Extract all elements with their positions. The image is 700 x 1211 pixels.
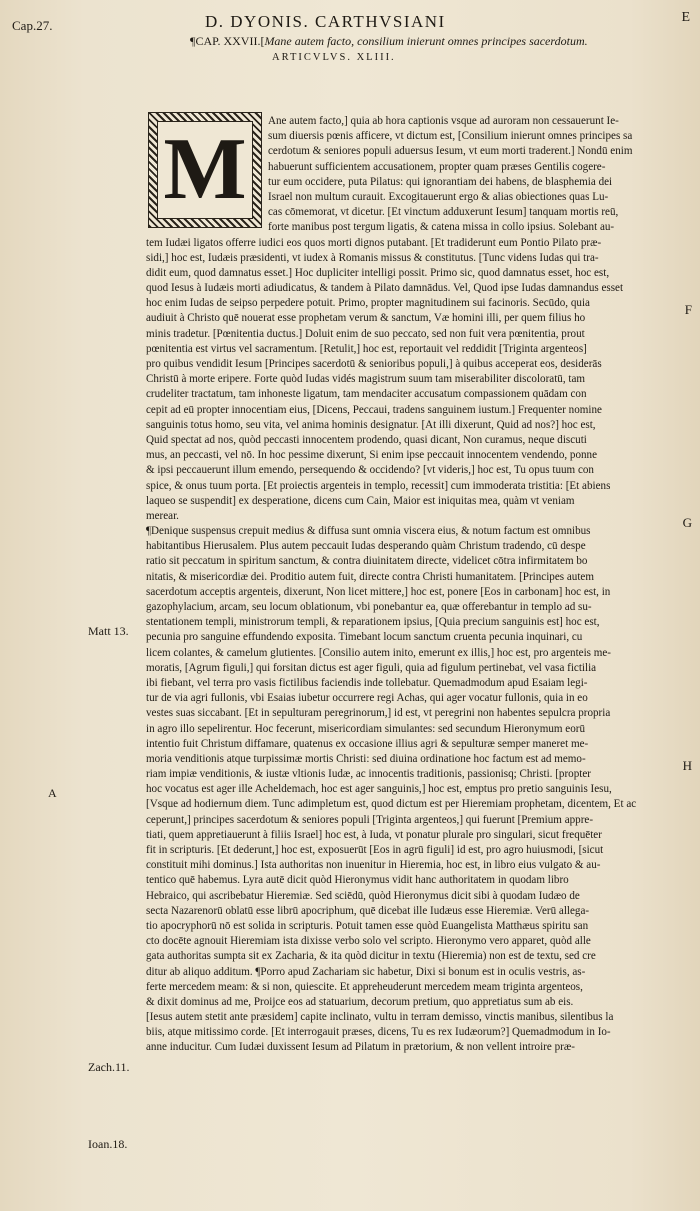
- text-line: Israel non multum curauit. Excogitauerunt ergo & alias obiectiones quas Lu-: [268, 190, 609, 203]
- text-line: ditur ab aliquo additum. ¶Porro apud Zachariam sic habetur, Dixi si bonum est in oculis vestris, as-: [146, 965, 586, 978]
- text-line: forte manibus post tergum ligatis, & catena missa in collo ipsius. Solebant au-: [268, 221, 615, 234]
- text-line: stentationem templi, ministrorum templi, & reparationem ipsius, [Quia precium sanguinis est] hoc est,: [146, 616, 600, 629]
- margin-note-matt: Matt 13.: [88, 624, 129, 638]
- text-line: constituit mihi dominus.] Ista authoritas non inuenitur in Hieremia, hoc est, in libro eius vulgato & au-: [146, 859, 601, 872]
- text-line: ceperunt,] principes sacerdotum & seniores populi [Triginta argenteos,] qui fuerunt [Premium appre-: [146, 813, 594, 826]
- text-line: riam impiæ venditionis, & iustæ vltionis Iudæ, ac innocentis traditionis, passionisq; Christi. [propter: [146, 768, 591, 781]
- side-letter-f: F: [684, 302, 692, 317]
- text-line: crudeliter tractatum, tam inhoneste ligatum, tam mendaciter accusatum compassionem quādam con: [146, 388, 587, 401]
- text-line: audiuit à Christo quē nouerat esse prophetam verum & sanctum, Væ homini illi, per quem filius ho: [146, 312, 586, 325]
- text-line: gata authoritas sumpta sit ex Zacharia, & ita quòd dicitur in textu (Hieremia) non est de textu, sed cre: [146, 950, 596, 963]
- text-line: tiati, quem appretiauerunt à filiis Israel] hoc est, à Iuda, vt ponatur plurale pro singulari, sicut frequēter: [146, 828, 602, 841]
- chapter-heading-italic: Mane autem facto, consilium inierunt omnes principes sacerdotum.: [264, 34, 588, 48]
- text-line: pro quibus vendidit Iesum [Principes sacerdotū & senioribus populi,] à quibus acceperat eos, desiderās: [146, 358, 602, 370]
- text-line: ibi fiebant, vel terra pro vasis fictilibus faciendis inde tollebatur. Quemadmodum apud Esaiam legi-: [146, 676, 588, 689]
- text-line: mus, an peccasti, vel nō. In hoc pessime dixerunt, Si enim ipse peccauit innocentem vendendo, ponne: [146, 449, 598, 462]
- text-line: moria venditionis atque turpissimæ mortis Christi: sed diuina ordinatione hoc factum est ad memo-: [146, 752, 586, 765]
- text-line: cas cōmemorat, vt dicetur. [Et vinctum adduxerunt Iesum] tanquam mortis reū,: [268, 206, 619, 219]
- text-line: sum diuersis pœnis afficere, vt dictum est, [Consilium inierunt omnes principes sa: [268, 130, 633, 143]
- text-line: didit eum, quod damnatus esset.] Hoc dupliciter intelligi possit. Primo sic, quod damnatus esset, hoc est,: [146, 266, 610, 279]
- text-line: gazophylacium, arcam, seu locum oblationum, vbi ponebantur ea, quæ offerebantur in templo ad su-: [146, 601, 592, 613]
- text-line: secta Nazarenorū oblatū esse librū apocriphum, quē dicebat ille Iudæus esse Hieremiæ. Verū allega-: [146, 904, 590, 917]
- text-line: licem colantes, & camelum glutientes. [Consilio autem inito, emerunt ex illis,] hoc est, pro argenteis me-: [146, 646, 612, 659]
- text-line: [Vsque ad hodiernum diem. Tunc adimpletum est, quod dictum est per Hieremiam prophetam, dicentem, Et ac: [146, 798, 637, 811]
- side-letter-h: H: [682, 758, 692, 773]
- text-line: ratio sit peccatum in spiritum sanctum, & contra diuinitatem directe, videlicet cōtra infirmitatem bo: [146, 555, 588, 568]
- text-line: vestes suas siccabant. [Et in sepulturam peregrinorum,] id est, vt peregrini non habentes sepulcra propria: [146, 707, 611, 720]
- text-line: tur de via agri fullonis, vbi Esaias iubetur occurrere regi Achas, qui ager vocatur fullonis, quia in eo: [146, 692, 588, 705]
- text-line: sacerdotum acceptis argenteis, dixerunt, Non licet mittere,] hoc est, ponere [Eos in carbonam] hoc est, in: [146, 585, 611, 598]
- text-line: Quid spectat ad nos, quòd peccasti innocentem prodendo, quasi dicant, Non curamus, neque discuti: [146, 433, 587, 446]
- text-line: & dixit dominus ad me, Proijce eos ad statuarium, decorum pretium, quo appretiatus sum ab eis.: [146, 995, 574, 1008]
- text-line: cto docēte agnouit Hieremiam ista dixisse verbo solo vel scripto. Hieronymo vero apparet, quòd alle: [146, 935, 591, 948]
- text-line: tem Iudæi ligatos offerre iudici eos quos morti dignos putabant. [Et tradiderunt eum Pontio Pilato præ-: [146, 236, 602, 249]
- text-line: laqueo se suspendit] ex desperatione, dicens cum Cain, Maior est iniquitas mea, quàm vt veniam: [146, 494, 575, 507]
- text-line: pecunia pro sanguine effundendo exposita. Timebant locum sanctum cruenta pecunia inquinari, cu: [146, 631, 583, 644]
- chapter-number: Cap.27.: [12, 18, 53, 33]
- text-line: hoc enim Iudas de seipso perpedere potuit. Primo, propter magnitudinem sui facinoris. Secūdo, quia: [146, 297, 590, 310]
- text-line: ¶Denique suspensus crepuit medius & diffusa sunt omnia viscera eius, & notum factum est omnibus: [146, 525, 591, 538]
- chapter-heading: [190, 34, 588, 49]
- text-line: Hebraico, qui ascribebatur Hieremiæ. Sed sciēdū, quòd Hieronymus dicit sibi à quodam Iudæo de: [146, 889, 580, 902]
- initial-letter: M: [157, 121, 253, 219]
- text-line: sidi,] hoc est, Iudæis præsidenti, vt iudex à Romanis missus & constitutus. [Tunc videns Iudas qui tra-: [146, 251, 599, 264]
- text-line: & ipsi peccauerunt illum emendo, persequendo & occidendo? [vt videris,] hoc est, Tu opus tuum con: [146, 464, 594, 477]
- text-line: in agro illo sepelirentur. Hoc fecerunt, misericordiam simulantes: sed secundum Hieronymum eorū: [146, 722, 586, 735]
- chapter-heading-prefix: ¶CAP. XXVII.[: [190, 34, 265, 48]
- article-heading: ARTICVLVS. XLIII.: [272, 52, 396, 63]
- text-line: hoc vocatus est ager ille Acheldemach, hoc est ager sanguinis,] hoc est, emptus pro pretio sanguinis Iesu,: [146, 783, 612, 796]
- text-line: tio apocryphorū nō est solida in scripturis. Potuit tamen esse quòd Euangelista Matthæus spiritu san: [146, 919, 589, 932]
- text-line: cepit ad eū propter innocentiam eius, [Dicens, Peccaui, tradens sanguinem iustum.] Frequenter nomine: [146, 403, 602, 416]
- text-line: cerdotum & seniores populi aduersus Iesum, vt eum morti traderent.] Nondū enim: [268, 145, 633, 158]
- text-line: habuerunt sufficientem accusationem, propter quam præses Gentilis cogere-: [268, 160, 606, 173]
- text-line: tentico quē habemus. Lyra autē dicit quòd Hieronymus vidit hanc authoritatem in quodam libro: [146, 874, 569, 887]
- text-line: fit in scripturis. [Et dederunt,] hoc est, exposuerūt [Eos in agrū figuli] id est, pro agro huiusmodi, [sicut: [146, 844, 604, 856]
- text-line: sanguinis totus homo, seu vita, vel anima hominis designatur. [At illi dixerunt, Quid ad nos?] hoc est,: [146, 418, 596, 431]
- text-line: biis, atque mitissimo corde. [Et interrogauit præses, dicens, Tu es rex Iudæorum?] Quemadmodum in Io-: [146, 1026, 611, 1039]
- text-line: merear.: [146, 509, 179, 522]
- text-line: intentio fuit Christum diffamare, quatenus ex occasione illius agri & sepulturæ semper maneret me-: [146, 737, 589, 750]
- text-line: minis tradetur. [Pœnitentia ductus.] Doluit enim de suo peccato, sed non fuit vera pœnitentia, prout: [146, 327, 585, 340]
- text-line: nitatis, & misericordiæ dei. Proditio autem fuit, directe contra Christi humanitatem. [Principes autem: [146, 570, 594, 583]
- margin-note-zach: Zach.11.: [88, 1060, 130, 1074]
- body-text: [146, 114, 682, 1056]
- text-line: spice, & onus tuum porta. [Et proiectis argenteis in templo, recessit] cum immoderata tristitia: [Et abiens: [146, 479, 611, 492]
- text-line: ferte mercedem meam: & si non, quiescite. Et appreheuderunt mercedem meam triginta argenteos,: [146, 980, 583, 993]
- text-line: habitantibus Hierusalem. Plus autem peccauit Iudas desperando quàm Christum tradendo, cū despe: [146, 540, 586, 553]
- margin-note-star: A: [48, 786, 57, 800]
- margin-note-ioan: Ioan.18.: [88, 1137, 128, 1151]
- text-line: Christū à morte eripere. Forte quòd Iudas vidés magistrum suum tam miserabiliter discoloratū, tam: [146, 373, 586, 386]
- corner-letter: E: [681, 10, 690, 25]
- text-line: quod Iesus à Iudæis morti adiudicatus, & tandem à Pilato damnādus. Vel, Quod ipse Iudas damnandus esset: [146, 282, 624, 295]
- running-title: D. DYONIS. CARTHVSIANI: [205, 12, 446, 31]
- text-line: pœnitentia est virtus vel sacramentum. [Retulit,] hoc est, reportauit vel reddidit [Triginta argenteos]: [146, 342, 587, 355]
- text-line: moratis, [Agrum figuli,] qui forsitan dictus est ager figuli, quia ad figulum pertinebat, vel vasa fictilia: [146, 661, 597, 674]
- side-letter-g: G: [682, 515, 692, 530]
- text-line: tur eum occidere, puta Pilatus: qui ignorantiam dei habens, de blasphemia dei: [268, 175, 613, 188]
- text-line: Ane autem facto,] quia ab hora captionis vsque ad auroram non cessauerunt Ie-: [268, 115, 619, 127]
- text-line: anne inducitur. Cum Iudæi duxissent Iesum ad Pilatum in prætorium, & non vellent introire præ-: [146, 1041, 575, 1054]
- text-line: [Iesus autem stetit ante præsidem] capite inclinato, vultu in terram demisso, vinctis manibus, silentibus la: [146, 1011, 614, 1024]
